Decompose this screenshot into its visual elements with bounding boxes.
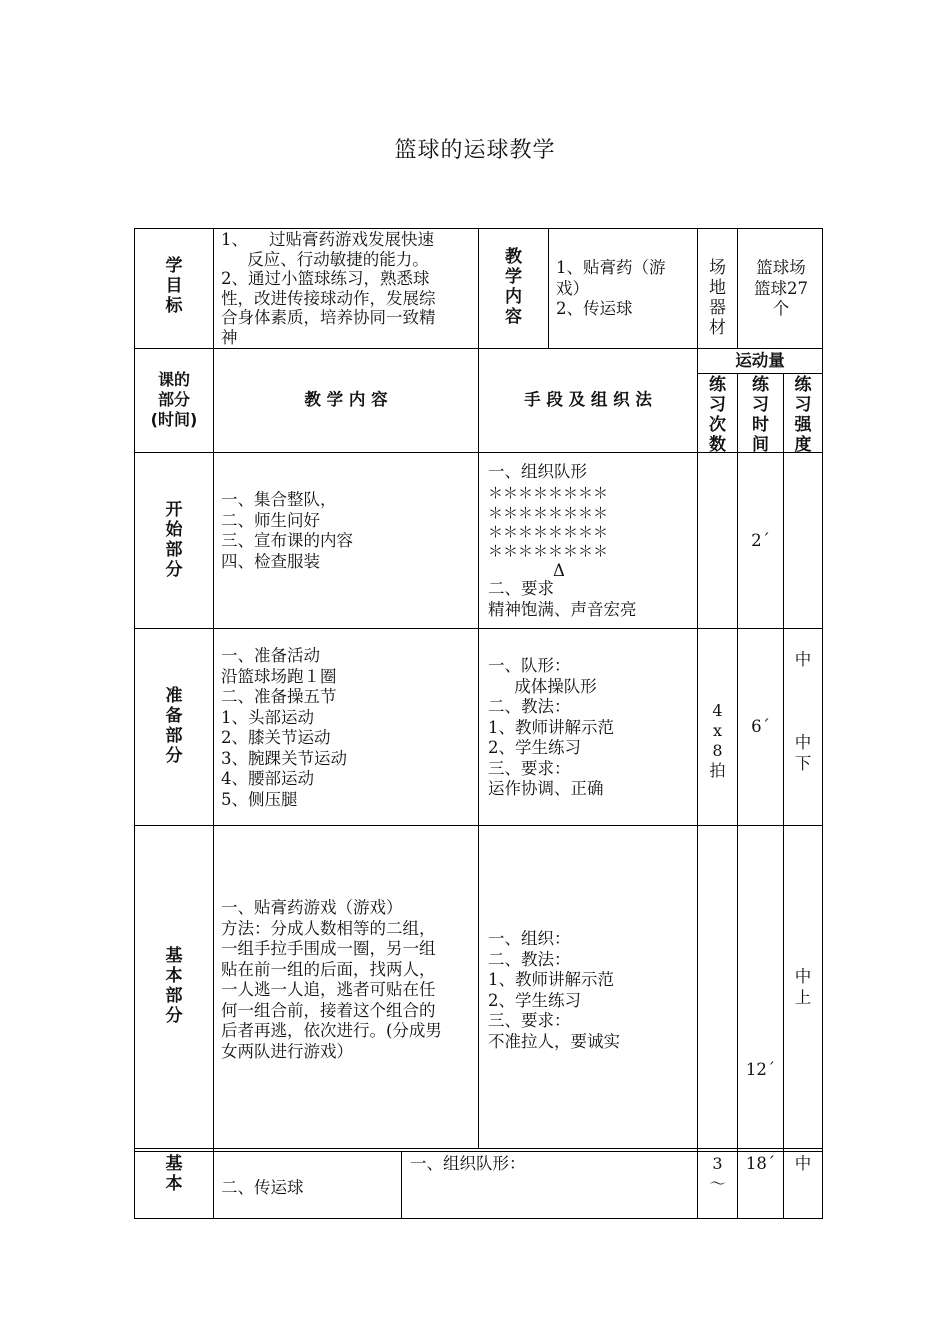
table-border <box>134 1148 823 1149</box>
row-intensity: 中 下 <box>794 733 812 773</box>
row-method: 一、组织队形 <box>488 462 587 481</box>
reps-header: 练 习 次 数 <box>709 375 726 455</box>
goal-text: 1、 过贴膏药游戏发展快速 反应、行动敏捷的能力。 2、通过小篮球练习，熟悉球 性，改进传接球动作，发展综 合身体素质，培养协同一致精 神 <box>221 230 436 347</box>
table-border <box>548 228 549 348</box>
table-border <box>401 1151 402 1218</box>
row-method: 一、组织队形： <box>410 1154 526 1173</box>
time-header: 练 习 时 间 <box>752 375 769 455</box>
row-method: 二、要求 精神饱满、声音宏亮 <box>488 579 637 619</box>
table-border <box>697 373 823 374</box>
intensity-header: 练 习 强 度 <box>794 375 812 455</box>
page-title: 篮球的运球教学 <box>394 138 556 163</box>
table-border <box>134 1218 823 1219</box>
formation-row: ＊＊＊＊＊＊＊＊ <box>488 523 609 541</box>
load-header: 运动量 <box>735 351 785 370</box>
row-intensity: 中 <box>794 650 812 669</box>
formation-row: ＊＊＊＊＊＊＊＊ <box>488 542 609 560</box>
goal-label: 学 目 标 <box>165 256 183 316</box>
table-border <box>737 373 738 1218</box>
venue-text: 篮球场 篮球27 个 <box>754 258 808 318</box>
content-label: 教 学 内 容 <box>505 247 522 327</box>
table-border <box>478 228 479 1148</box>
row-content: 一、准备活动 沿篮球场跑１圈 二、准备操五节 1、头部运动 2、膝关节运动 3、腕踝关节运动 4、腰部运动 5、侧压腿 <box>221 646 347 809</box>
method-header: 手 段 及 组 织 法 <box>524 390 652 409</box>
teacher-marker: Δ <box>553 561 565 580</box>
row-time: 6´ <box>751 717 770 736</box>
row-section: 基 本 部 分 <box>165 946 183 1026</box>
row-content: 一、集合整队， 二、师生问好 三、宣布课的内容 四、检查服装 <box>221 490 353 571</box>
table-border <box>737 228 738 348</box>
section-header: 课的 部分 (时间) <box>150 370 198 429</box>
content-text: 1、贴膏药（游 戏） 2、传运球 <box>556 258 666 318</box>
formation-row: ＊＊＊＊＊＊＊＊ <box>488 484 609 502</box>
row-time: 12´ <box>745 1060 776 1079</box>
row-content: 一、贴膏药游戏（游戏） 方法：分成人数相等的二组， 一组手拉手围成一圈，另一组 贴在前一组的后面，找两人， 一人逃一人追，逃者可贴在任 何一组合前，接着这个组合的 后者再逃，依次进行。(分成男 女两队进行游戏） <box>221 898 442 1061</box>
row-intensity: 中 上 <box>794 967 812 1007</box>
row-reps: 3 ～ <box>709 1154 726 1193</box>
row-method: 一、队形： 成体操队形 二、教法： 1、教师讲解示范 2、学生练习 三、要求： 运作协调、正确 <box>488 656 614 798</box>
content-header: 教 学 内 容 <box>304 390 388 409</box>
row-section: 准 备 部 分 <box>165 686 183 766</box>
row-time: 18´ <box>745 1154 776 1173</box>
row-content: 二、传运球 <box>221 1178 304 1197</box>
venue-label: 场 地 器 材 <box>709 258 726 338</box>
table-border <box>134 228 135 1218</box>
row-intensity: 中 <box>794 1154 812 1173</box>
row-time: 2´ <box>751 531 770 550</box>
table-border <box>213 1151 214 1218</box>
formation-row: ＊＊＊＊＊＊＊＊ <box>488 504 609 522</box>
table-border <box>213 228 214 1151</box>
row-reps: 4 x 8 拍 <box>709 701 726 780</box>
table-border <box>822 228 823 1218</box>
row-section: 基 本 <box>165 1154 183 1194</box>
row-section: 开 始 部 分 <box>165 500 183 580</box>
table-border <box>783 373 784 1218</box>
row-method: 一、组织： 二、教法： 1、教师讲解示范 2、学生练习 三、要求： 不准拉人，要诚实 <box>488 929 620 1051</box>
table-border <box>134 1151 823 1152</box>
